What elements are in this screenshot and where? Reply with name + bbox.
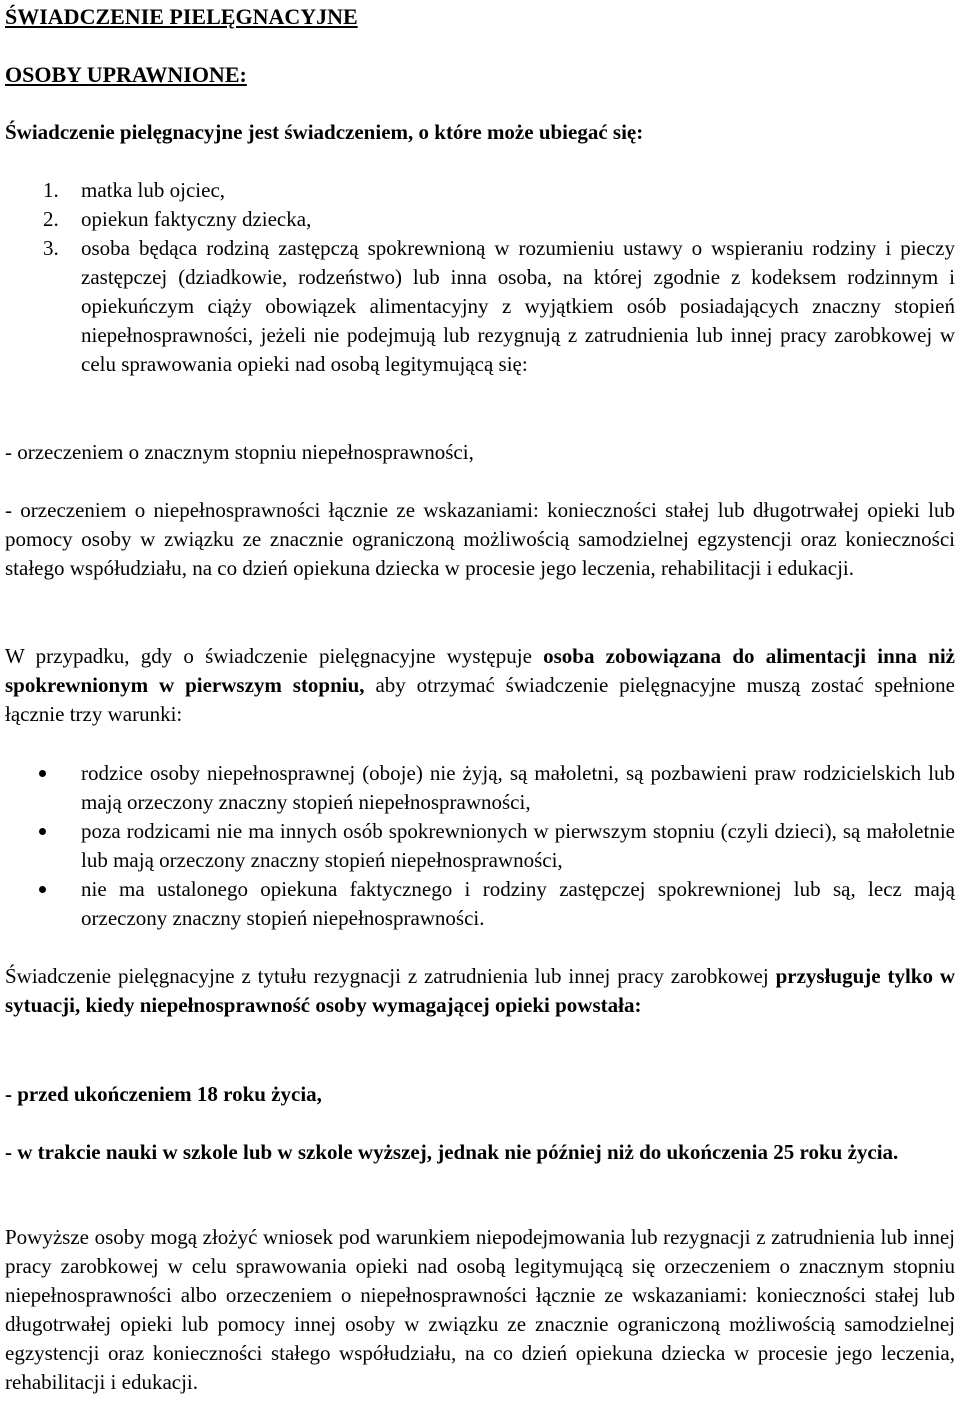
- list-item-text: poza rodzicami nie ma innych osób spokrewnionych w pierwszym stopniu (czyli dzieci), są małoletnie lub mają orzeczony znaczny stopień niepełnosprawności,: [81, 819, 955, 872]
- list-item: [5, 234, 955, 379]
- bullet-icon: [39, 886, 46, 893]
- list-item: [5, 205, 955, 234]
- list-item: [5, 817, 955, 875]
- resignation-paragraph: [5, 962, 955, 1020]
- eligible-list: [5, 176, 955, 379]
- bullet-icon: [39, 828, 46, 835]
- during-school-condition: - w trakcie nauki w szkole lub w szkole wyższej, jednak nie później niż do ukończenia 25 roku życia.: [5, 1140, 899, 1164]
- list-number: 1.: [43, 178, 59, 202]
- list-item-text: rodzice osoby niepełnosprawnej (oboje) nie żyją, są małoletni, są pozbawieni praw rodzicielskich lub mają orzeczony znaczny stopień niepełnosprawności,: [81, 761, 955, 814]
- paragraph-text: Świadczenie pielęgnacyjne z tytułu rezygnacji z zatrudnienia lub innej pracy zarobkowej: [5, 964, 776, 988]
- list-item: [5, 875, 955, 933]
- eligible-heading: OSOBY UPRAWNIONE:: [5, 62, 247, 87]
- list-item-text: opiekun faktyczny dziecka,: [81, 207, 312, 231]
- paragraph-bold-text: osoba zobowiązana do alimentacji inna niż spokrewnionym w pierwszym stopniu,: [5, 644, 955, 697]
- before-18-condition: - przed ukończeniem 18 roku życia,: [5, 1082, 322, 1106]
- final-paragraph: Powyższe osoby mogą złożyć wniosek pod warunkiem niepodejmowania lub rezygnacji z zatrudnienia lub innej pracy zarobkowej w celu sprawowania opieki nad osobą legitymującą się orzeczeniem o znacznym stopniu niepełnosprawności albo orzeczeniem o niepełnosprawności łącznie ze wskazaniami: konieczności stałej lub długotrwałej opieki lub pomocy innej osoby w związku ze znacznie ograniczoną możliwością samodzielnej egzystencji oraz konieczności stałego współudziału, na co dzień opiekuna dziecka w procesie jego leczenia, rehabilitacji i edukacji.: [5, 1225, 955, 1394]
- list-item-text: osoba będąca rodziną zastępczą spokrewnioną w rozumieniu ustawy o wspieraniu rodziny i pieczy zastępczej (dziadkowie, rodzeństwo) lub inna osoba, na której zgodnie z kodeksem rodzinnym i opiekuńczym ciąży obowiązek alimentacyjny z wyjątkiem osób posiadających znaczny stopień niepełnosprawności, jeżeli nie podejmują lub rezygnują z zatrudnienia lub innej pracy zarobkowej w celu sprawowania opieki nad osobą legitymującą się:: [81, 236, 955, 376]
- paragraph-bold-text: przysługuje tylko w sytuacji, kiedy niepełnosprawność osoby wymagającej opieki powstała:: [5, 964, 955, 1017]
- list-number: 3.: [43, 236, 59, 260]
- list-item: [5, 176, 955, 205]
- paragraph-text: aby otrzymać świadczenie pielęgnacyjne muszą zostać spełnione łącznie trzy warunki:: [5, 673, 956, 726]
- list-number: 2.: [43, 207, 59, 231]
- condition-significant-disability: - orzeczeniem o znacznym stopniu niepełnosprawności,: [5, 440, 474, 464]
- list-item-text: matka lub ojciec,: [81, 178, 226, 202]
- list-item: [5, 759, 955, 817]
- conditions-list: [5, 759, 955, 933]
- list-item-text: nie ma ustalonego opiekuna faktycznego i rodziny zastępczej spokrewnionej lub są, lecz mają orzeczony znaczny stopień niepełnosprawności.: [81, 877, 955, 930]
- bullet-icon: [39, 770, 46, 777]
- condition-disability-indications: - orzeczeniem o niepełnosprawności łącznie ze wskazaniami: konieczności stałej lub długotrwałej opieki lub pomocy osoby w związku ze znacznie ograniczoną możliwością samodzielnej egzystencji oraz konieczności stałego współudziału, na co dzień opiekuna dziecka w procesie jego leczenia, rehabilitacji i edukacji.: [5, 498, 955, 580]
- obligated-person-paragraph: [5, 642, 955, 729]
- intro-text: Świadczenie pielęgnacyjne jest świadczeniem, o które może ubiegać się:: [5, 120, 644, 144]
- document-title: ŚWIADCZENIE PIELĘGNACYJNE: [5, 4, 358, 29]
- paragraph-text: W przypadku, gdy o świadczenie pielęgnacyjne występuje: [5, 644, 544, 668]
